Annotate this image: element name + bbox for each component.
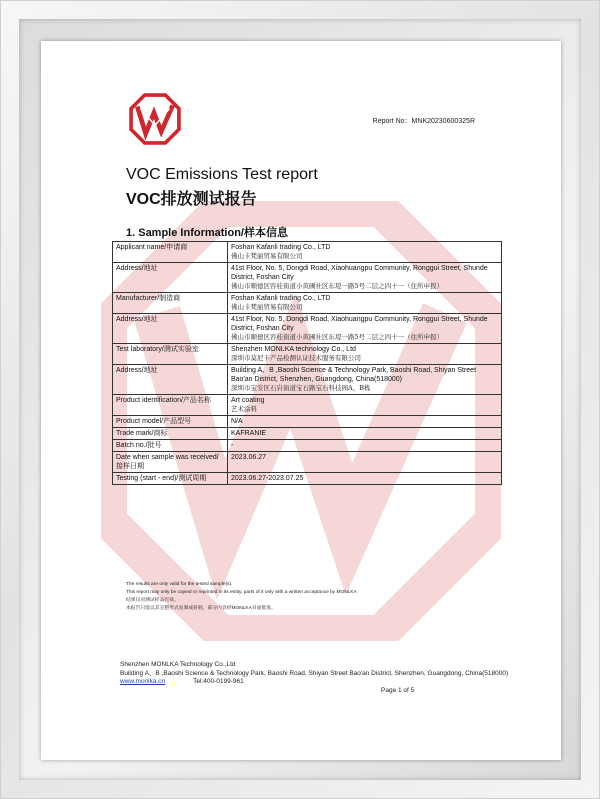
row-value [228, 293, 502, 314]
row-value-en: 2023.06.27 [231, 454, 267, 461]
report-number: Report No：MNK20230600325R [372, 118, 475, 125]
report-title-en: VOC Emissions Test report [126, 166, 318, 183]
row-label: Product identification/产品名称 [113, 395, 228, 416]
row-value-en: Foshan Kafanli trading Co., LTD [231, 295, 331, 302]
row-value-en: KAFRANIE [231, 430, 267, 437]
table-row [113, 440, 502, 452]
footer-website-link[interactable]: www.monlka.cn [120, 678, 166, 685]
row-label: Product model/产品型号 [113, 416, 228, 428]
row-value-en: 2023.06.27-2023.07.25 [231, 475, 304, 482]
row-value [228, 344, 502, 365]
row-value-en: 41st Floor, No. 5, Dongdi Road, Xiaohuangpu Community, Ronggui Street, Shunde District, Foshan City [231, 265, 488, 281]
row-value-en: Building A、B ,Baoshi Science & Technology Park, Baoshi Road, Shiyan Street Bao'an District, Shenzhen, Guangdong, China(518000) [231, 367, 477, 383]
footer-address: Building A、B ,Baoshi Science & Technology Park, Baoshi Road, Shiyan Street Bao'an District, Shenzhen, Guangdong, China(518000) [120, 669, 509, 677]
row-label: Date when sample was received/接样日期 [113, 452, 228, 473]
footer-company: Shenzhen MONLKA Technology Co.,Ltd [120, 661, 236, 668]
row-value-cn: 佛山市顺德区容桂街道小黄圃社区东堤一路5号二层之四十一（住所申报） [231, 282, 444, 290]
row-label: Applicant name/申请商 [113, 242, 228, 263]
table-row [113, 242, 502, 263]
note-copy: This report may only be copied or reprinted in its entity, parts of it only with a written acceptance by MONLKA [126, 590, 357, 595]
row-value [228, 365, 502, 395]
row-value [228, 416, 502, 428]
row-label: Manufacturer/制造商 [113, 293, 228, 314]
row-label: Batch no./批号 [113, 440, 228, 452]
page-footer [120, 661, 520, 687]
row-value [228, 263, 502, 293]
row-label: Address/地址 [113, 314, 228, 344]
row-value [228, 452, 502, 473]
row-value-en: - [231, 442, 234, 449]
footer-tel: Tel:400-0199-961 [193, 678, 244, 685]
row-value-cn: 艺术涂料 [231, 405, 257, 413]
row-value-cn: 深圳市宝安区石岩街道宝石路宝石科技园A、B栋 [231, 384, 371, 392]
row-label: Trade mark/商标 [113, 428, 228, 440]
table-row [113, 473, 502, 485]
row-value [228, 473, 502, 485]
report-page [41, 41, 561, 760]
section-heading: 1. Sample Information/样本信息 [126, 227, 288, 239]
note-validity: The results are only valid for the tested sample(s). [126, 582, 233, 587]
row-value-en: Art coating [231, 397, 265, 404]
row-value [228, 395, 502, 416]
report-title-cn: VOC排放测试报告 [126, 191, 257, 208]
row-value [228, 314, 502, 344]
table-row [113, 428, 502, 440]
row-value-cn: 佛山市顺德区容桂街道小黄圃社区东堤一路5号二层之四十一（住所申报） [231, 333, 444, 341]
row-value-cn: 佛山卡梵丽贸易有限公司 [231, 252, 303, 260]
row-value [228, 440, 502, 452]
row-label: Address/地址 [113, 365, 228, 395]
note-validity-cn: 结果仅对测试样品有效。 [126, 598, 179, 603]
table-row [113, 344, 502, 365]
table-row [113, 452, 502, 473]
row-value [228, 242, 502, 263]
sample-info-table [112, 241, 502, 485]
table-row [113, 365, 502, 395]
table-row [113, 293, 502, 314]
row-value-cn: 佛山卡梵丽贸易有限公司 [231, 303, 303, 311]
table-row [113, 263, 502, 293]
row-value-en: N/A [231, 418, 243, 425]
row-label: Testing (start - end)/测试周期 [113, 473, 228, 485]
page-number: Page 1 of 5 [381, 687, 415, 694]
row-value-cn: 深圳市莫尼卡产品检测认证技术服务有限公司 [231, 354, 361, 362]
row-label: Address/地址 [113, 263, 228, 293]
row-value [228, 428, 502, 440]
table-row [113, 416, 502, 428]
table-row [113, 314, 502, 344]
row-value-en: 41st Floor, No. 5, Dongdi Road, Xiaohuangpu Community, Ronggui Street, Shunde District, Foshan City [231, 316, 488, 332]
row-value-en: Shenzhen MONLKA technology Co., Ltd [231, 346, 356, 353]
monlka-logo [129, 93, 181, 145]
row-value-en: Foshan Kafanli trading Co., LTD [231, 244, 331, 251]
row-label: Test laboratory/测试实验室 [113, 344, 228, 365]
table-row [113, 395, 502, 416]
note-copy-cn: 本报告只能以其完整形式复制或转载，部分内容经MONLKA书面批准。 [126, 606, 276, 611]
